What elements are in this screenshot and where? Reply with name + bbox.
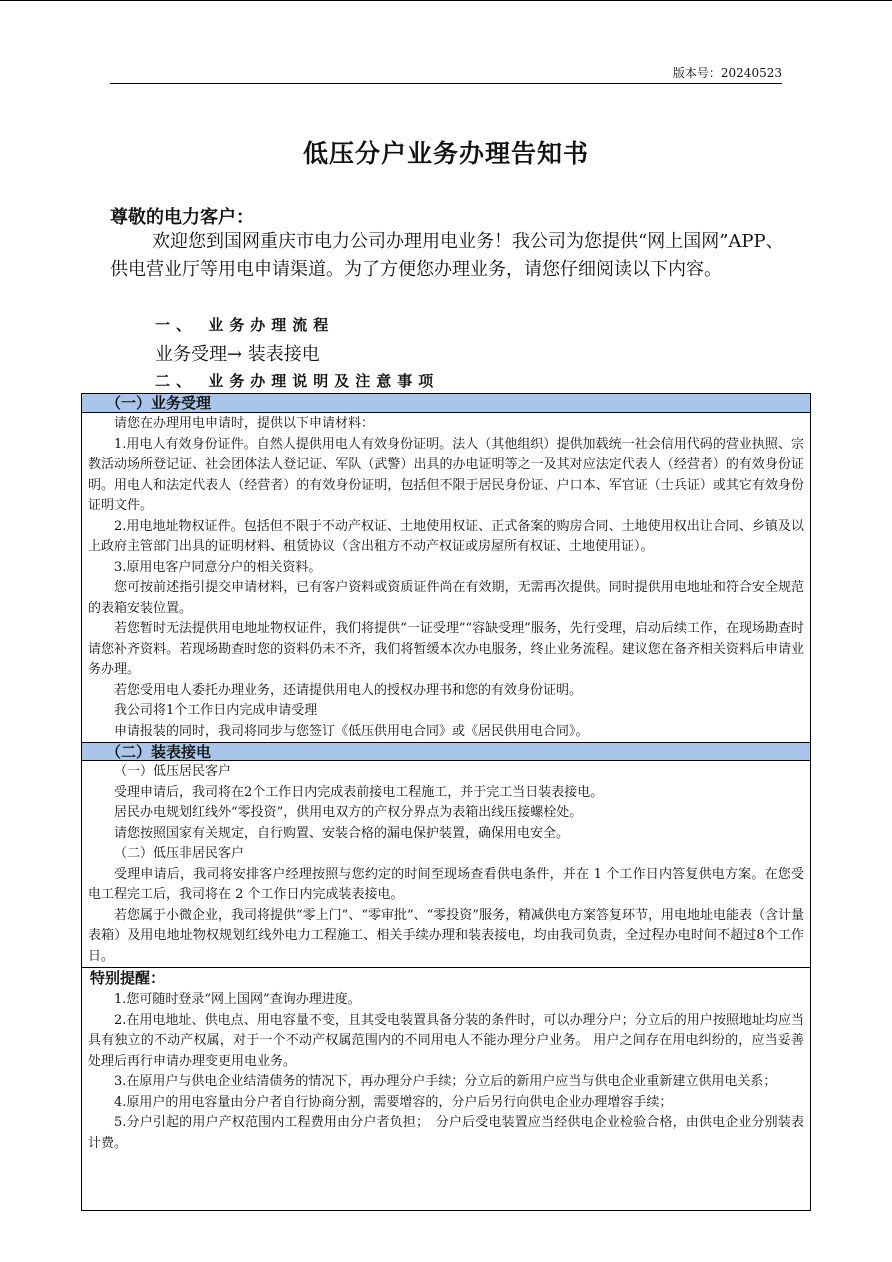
process-flow: 业务受理→ 装表接电 (155, 344, 320, 365)
metering-paragraph: （一）低压居民客户 (114, 764, 232, 779)
metering-paragraph: 受理申请后，我司将在2个工作日内完成表前接电工程施工，并于完工当日装表接电。 (114, 784, 604, 800)
metering-paragraph: 请您按照国家有关规定，自行购置、安装合格的漏电保护装置，确保用电安全。 (114, 825, 570, 841)
acceptance-paragraph: 申请报装的同时，我司将同步与您签订《低压供用电合同》或《居民供用电合同》。 (114, 723, 589, 739)
acceptance-paragraph: 请您在办理用电申请时，提供以下申请材料： (114, 416, 375, 431)
special-reminder-title: 特别提醒： (82, 967, 810, 989)
reminder-paragraph: 3.在原用户与供电企业结清债务的情况下，再办理分户手续；分立后的新用户应当与供电企业重新建立供用电关系； (114, 1074, 777, 1089)
metering-paragraph: 若您属于小微企业，我司将提供“零上门”、“零审批”、“零投资”服务，精减供电方案答复环节，用电地址电能表（含计量表箱）及用电地址物权规划红线外电力工程施工、相关手续办理和装表接电，均由我司负责，全过程办电时间不超过8个工作日。 (88, 907, 804, 964)
section-acceptance-title: （一）业务受理 (82, 394, 810, 413)
acceptance-paragraph: 2.用电地址物权证件。包括但不限于不动产权证、土地使用权证、正式备案的购房合同、土地使用权出让合同、乡镇及以上政府主管部门出具的证明材料、租赁协议（含出租方不动产权证或房屋所有权证、土地使用证）。 (88, 518, 804, 554)
page-title: 低压分户业务办理告知书 (302, 139, 589, 168)
special-reminder-body (82, 989, 810, 1154)
reminder-paragraph: 5.分户引起的用户产权范围内工程费用由分户者负担； 分户后受电装置应当经供电企业检验合格，由供电企业分别装表计费。 (88, 1115, 804, 1151)
section-acceptance-body (82, 413, 810, 742)
acceptance-paragraph: 3.原用电客户同意分户的相关资料。 (114, 559, 322, 575)
section-metering-body (82, 761, 810, 967)
reminder-paragraph: 1.您可随时登录“网上国网”查询办理进度。 (114, 992, 361, 1007)
heading-notes: 二、 业务办理说明及注意事项 (155, 372, 440, 390)
version-number: 版本号：20240523 (110, 64, 782, 84)
metering-paragraph: （二）低压非居民客户 (114, 846, 245, 861)
acceptance-paragraph: 我公司将1个工作日内完成申请受理 (114, 703, 318, 718)
notice-table (81, 393, 811, 1211)
section-metering-title: （二）装表接电 (82, 742, 810, 761)
reminder-paragraph: 4.原用户的用电容量由分户者自行协商分割，需要增容的，分户后另行向供电企业办理增容手续； (114, 1094, 673, 1110)
greeting: 尊敬的电力客户： (110, 207, 254, 228)
metering-paragraph: 居民办电规划红线外“零投资”，供用电双方的产权分界点为表箱出线压接螺栓处。 (114, 805, 583, 820)
acceptance-paragraph: 1.用电人有效身份证件。自然人提供用电人有效身份证明。法人（其他组织）提供加载统一社会信用代码的营业执照、宗教活动场所登记证、社会团体法人登记证、军队（武警）出具的办电证明等之一及其对应法定代表人（经营者）的有效身份证明。用电人和法定代表人（经营者）的有效身份证明，包括但不限于居民身份证、户口本、军官证（士兵证）或其它有效身份证明文件。 (88, 436, 804, 513)
metering-paragraph: 受理申请后，我司将安排客户经理按照与您约定的时间至现场查看供电条件，并在 1 个工作日内答复供电方案。在您受电工程完工后，我司将在 2 个工作日内完成装表接电。 (88, 866, 804, 902)
top-border-line (0, 0, 892, 1)
acceptance-paragraph: 您可按前述指引提交申请材料，已有客户资料或资质证件尚在有效期，无需再次提供。同时提供用电地址和符合安全规范的表箱安装位置。 (88, 580, 804, 616)
heading-process: 一、 业务办理流程 (155, 316, 335, 334)
intro-paragraph: 欢迎您到国网重庆市电力公司办理用电业务！我公司为您提供“网上国网”APP、供电营业厅等用电申请渠道。为了方便您办理业务，请您仔细阅读以下内容。 (110, 231, 784, 280)
acceptance-paragraph: 若您暂时无法提供用电地址物权证件，我们将提供“一证受理”“容缺受理”服务，先行受理，启动后续工作，在现场勘查时请您补齐资料。若现场勘查时您的资料仍未不齐，我们将暂缓本次办电服务，终止业务流程。建议您在备齐相关资料后申请业务办理。 (88, 621, 804, 677)
reminder-paragraph: 2.在用电地址、供电点、用电容量不变，且其受电装置具备分装的条件时，可以办理分户；分立后的用户按照地址均应当具有独立的不动产权属，对于一个不动产权属范围内的不同用电人不能办理分户业务。 用户之间存在用电纠纷的，应当妥善处理后再行申请办理变更用电业务。 (88, 1012, 804, 1069)
acceptance-paragraph: 若您受用电人委托办理业务，还请提供用电人的授权办理书和您的有效身份证明。 (114, 682, 583, 698)
